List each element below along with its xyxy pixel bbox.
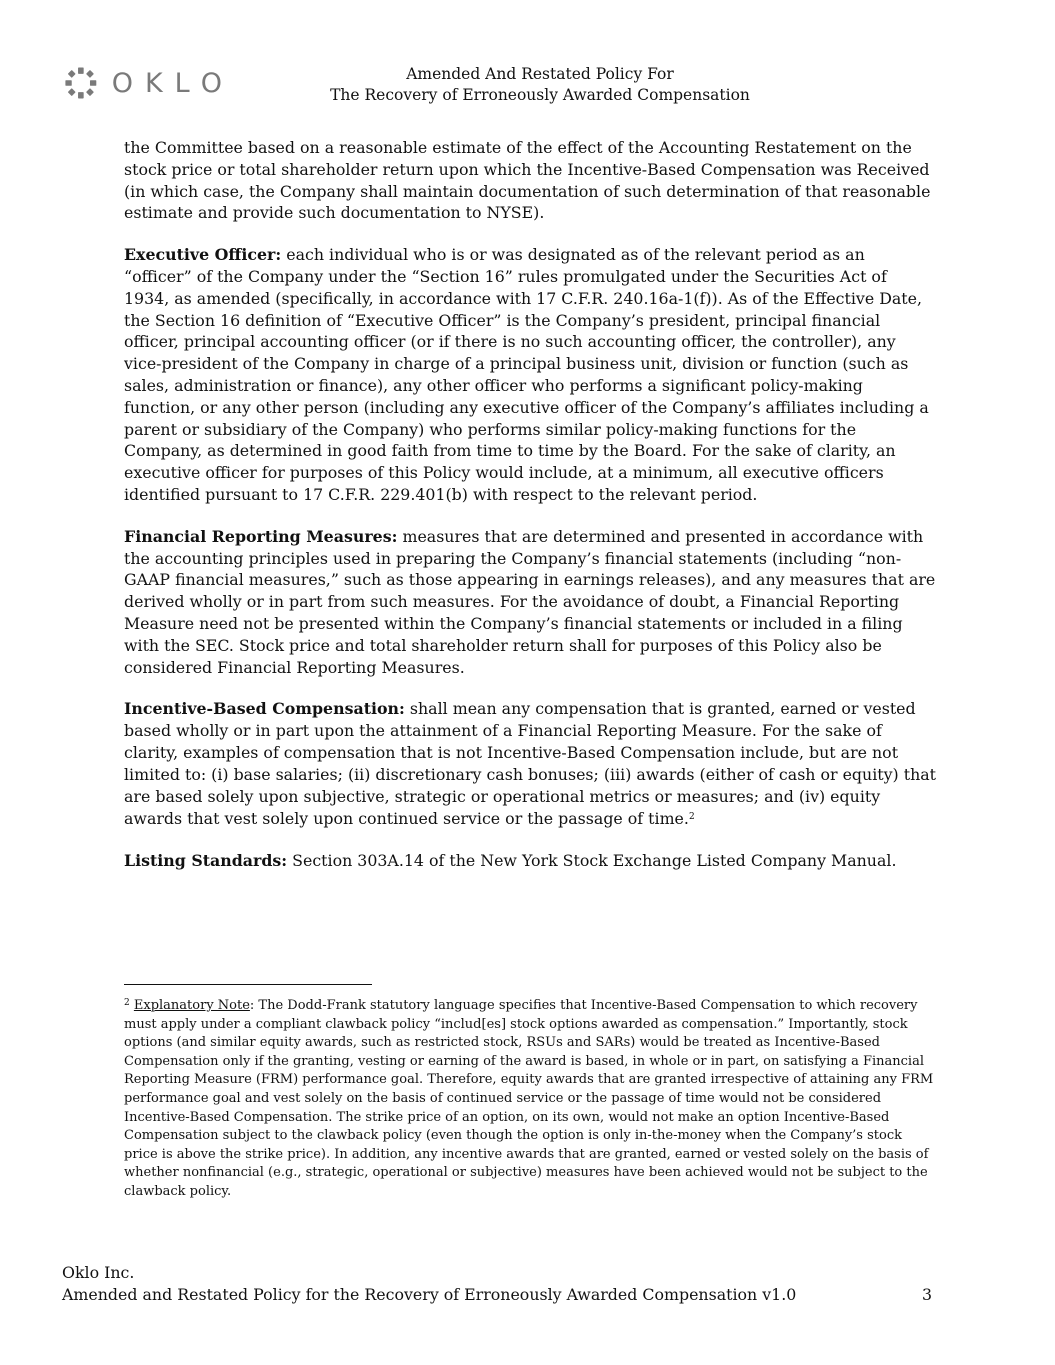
oklo-ring-logo-icon <box>64 59 98 107</box>
footnote-reference[interactable]: 2 <box>688 812 695 823</box>
footnote-divider <box>124 984 372 985</box>
document-body <box>124 137 936 892</box>
definition-term: Listing Standards: <box>124 851 288 871</box>
header-title-line-1: Amended And Restated Policy For <box>406 65 674 83</box>
definition-listing-standards <box>124 850 936 872</box>
footnote-number: 2 <box>124 998 130 1008</box>
intro-paragraph: the Committee based on a reasonable estimate of the effect of the Accounting Restatement on the stock price or total shareholder return upon which the Incentive-Based Compensation was Received (in which case, the Company shall maintain documentation of such determination of that reasonable estimate and provide such documentation to NYSE). <box>124 138 931 223</box>
definition-text: each individual who is or was designated as of the relevant period as an “officer” of the Company under the “Section 16” rules promulgated under the Securities Act of 1934, as amended (specifically, in accordance with 17 C.F.R. 240.16a-1(f)). As of the Effective Date, the Section 16 definition of “Executive Officer” is the Company’s president, principal financial officer, principal accounting officer (or if there is no such accounting officer, the controller), any vice-president of the Company in charge of a principal business unit, division or function (such as sales, administration or finance), any other officer who performs a significant policy-making function, or any other person (including any executive officer of the Company’s affiliates including a parent or subsidiary of the Company) who performs similar policy-making functions for the Company, as determined in good faith from time to time by the Board. For the sake of clarity, an executive officer for purposes of this Policy would include, at a minimum, all executive officers identified pursuant to 17 C.F.R. 229.401(b) with respect to the relevant period. <box>124 245 929 504</box>
definition-financial-reporting-measures <box>124 526 936 679</box>
page-footer <box>62 1262 942 1306</box>
definition-text: shall mean any compensation that is granted, earned or vested based wholly or in part upon the attainment of a Financial Reporting Measure. For the sake of clarity, examples of compensation that is not Incentive-Based Compensation include, but are not limited to: (i) base salaries; (ii) discretionary cash bonuses; (iii) awards (either of cash or equity) that are based solely upon subjective, strategic or operational metrics or measures; and (iv) equity awards that vest solely upon continued service or the passage of time. <box>124 699 937 829</box>
footnote <box>124 994 936 1202</box>
page-number: 3 <box>921 1285 932 1304</box>
definition-text: measures that are determined and presented in accordance with the accounting principles used in preparing the Company’s financial statements (including “non-GAAP financial measures,” such as those appearing in earnings releases), and any measures that are derived wholly or in part from such measures. For the avoidance of doubt, a Financial Reporting Measure need not be presented within the Company’s financial statements or included in a filing with the SEC. Stock price and total shareholder return shall for purposes of this Policy also be considered Financial Reporting Measures. <box>124 526 936 677</box>
logo-wordmark: OKLO <box>111 67 234 99</box>
company-logo <box>64 58 234 108</box>
definition-executive-officer <box>124 244 936 506</box>
definition-term: Executive Officer: <box>124 245 282 265</box>
document-header <box>300 64 780 106</box>
definition-incentive-based-compensation <box>124 698 936 830</box>
definition-term: Financial Reporting Measures: <box>124 526 398 546</box>
definition-text: Section 303A.14 of the New York Stock Exchange Listed Company Manual. <box>287 851 897 871</box>
footnote-label: Explanatory Note <box>133 998 250 1013</box>
header-title-line-2: The Recovery of Erroneously Awarded Compensation <box>330 86 750 104</box>
footnote-text: : The Dodd-Frank statutory language specifies that Incentive-Based Compensation to which recovery must apply under a compliant clawback policy “includ[es] stock options awarded as compensation.” Importantly, stock options (and similar equity awards, such as restricted stock, RSUs and SARs) would be treated as Incentive-Based Compensation only if the granting, vesting or earning of the award is based, in whole or in part, on satisfying a Financial Reporting Measure (FRM) performance goal. Therefore, equity awards that are granted irrespective of attaining any FRM performance goal and vest solely on the basis of continued service or the passage of time would not be considered Incentive-Based Compensation. The strike price of an option, on its own, would not make an option Incentive-Based Compensation subject to the clawback policy (even though the option is only in-the-money when the Company’s stock price is above the strike price). In addition, any incentive awards that are granted, earned or vested solely on the basis of whether nonfinancial (e.g., strategic, operational or subjective) measures have been achieved would not be subject to the clawback policy. <box>124 998 934 1199</box>
footer-company: Oklo Inc. <box>62 1263 135 1282</box>
footer-document-title: Amended and Restated Policy for the Recovery of Erroneously Awarded Compensation v1.0 <box>62 1285 797 1304</box>
definition-term: Incentive-Based Compensation: <box>124 699 405 719</box>
